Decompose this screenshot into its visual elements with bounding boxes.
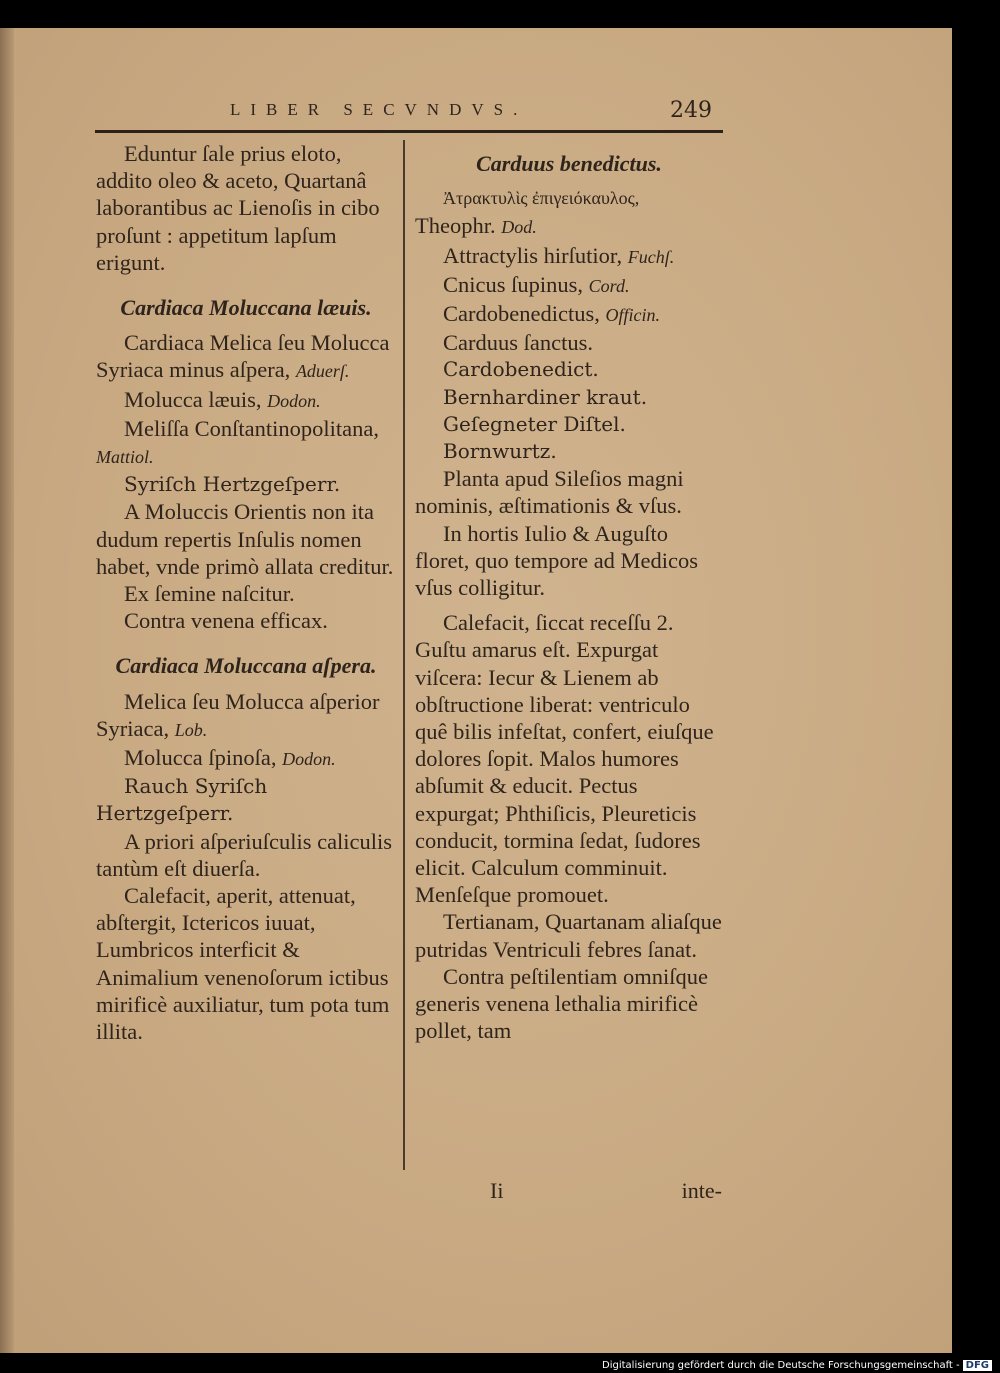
citation: Mattiol. xyxy=(96,447,154,468)
paragraph xyxy=(415,271,723,300)
paragraph-text: Rauch Syriſch Hertzgeſperr. xyxy=(96,774,268,826)
paragraph-text: A Moluccis Orientis non ita dudum repertis Inſulis nomen habet, vnde primò allata creditur. xyxy=(96,499,394,579)
paragraph-text: Cnicus ſupinus, xyxy=(443,271,584,297)
citation: Fuchſ. xyxy=(627,246,675,267)
paragraph-text: In hortis Iulio & Auguſto floret, quo tempore ad Medicos vſus colligitur. xyxy=(415,520,699,601)
paragraph xyxy=(96,498,396,580)
paragraph-text: Syriſch Hertzgeſperr. xyxy=(124,472,341,497)
paragraph xyxy=(415,438,723,465)
citation: Dodon. xyxy=(267,390,321,411)
paragraph xyxy=(96,415,396,471)
paragraph-text: Planta apud Sileſios magni nominis, æſtimationis & vſus. xyxy=(415,466,684,519)
paragraph-text: Carduus benedictus. xyxy=(476,151,662,176)
paragraph xyxy=(96,329,396,385)
running-title: LIBER SECVNDVS. xyxy=(230,100,528,119)
paragraph xyxy=(96,882,396,1045)
section-heading xyxy=(96,294,396,321)
paragraph-text: Eduntur ſale prius eloto, addito oleo & aceto, Quartanâ laborantibus ac Lienoſis in cibo proſunt : appetitum lapſum erigunt. xyxy=(96,141,380,275)
book-page xyxy=(0,28,952,1353)
paragraph-text: Molucca ſpinoſa, xyxy=(124,745,277,771)
paragraph xyxy=(96,773,396,827)
paragraph-gap xyxy=(96,634,396,642)
paragraph-text: Cardiaca Moluccana læuis. xyxy=(120,295,372,321)
paragraph-text: Carduus ſanctus. xyxy=(443,330,593,356)
paragraph xyxy=(415,609,723,908)
header-rule xyxy=(95,130,723,133)
section-heading xyxy=(96,652,396,679)
paragraph xyxy=(415,212,723,241)
left-column xyxy=(96,140,396,1045)
paragraph xyxy=(96,744,396,773)
citation: Dodon. xyxy=(282,749,336,770)
paragraph-text: Calefacit, aperit, attenuat, abſtergit, Ictericos iuuat, Lumbricos interficit & Animalium venenoſorum ictibus mirificè auxiliatur, tum pota tum illita. xyxy=(96,883,390,1045)
paragraph xyxy=(96,828,396,882)
citation: Lob. xyxy=(174,719,208,740)
paragraph-gap xyxy=(96,276,396,284)
footer-text: Digitalisierung gefördert durch die Deutsche Forschungsgemeinschaft - xyxy=(602,1360,960,1371)
paragraph-text: Geſegneter Diſtel. xyxy=(443,411,626,436)
paragraph-text: Cardiaca Moluccana aſpera. xyxy=(115,653,377,679)
paragraph-text: Calefacit, ſiccat receſſu 2. Guſtu amarus eſt. Expurgat viſcera: Iecur & Lienem ab obſtructione liberat: ventriculo quê bilis infeſtat, confert, eiuſque dolores ſopit. Malos humores abſumit & educit. Pectus expurgat; Phthiſicis, Pleureticis conducit, tormina ſedat, ſudores elicit. Calculum comminuit. Menſeſque promouet. xyxy=(415,610,714,908)
paragraph xyxy=(96,471,396,498)
digitization-footer xyxy=(602,1360,992,1371)
paragraph-text: Ex ſemine naſcitur. xyxy=(124,581,295,607)
paragraph-text: Attractylis hirſutior, xyxy=(443,242,623,268)
paragraph xyxy=(415,908,723,962)
paragraph xyxy=(415,963,723,1045)
paragraph xyxy=(96,140,396,276)
paragraph xyxy=(415,300,723,329)
paragraph xyxy=(415,411,723,438)
paragraph-text: Bornwurtz. xyxy=(443,439,557,464)
paragraph-text: A priori aſperiuſculis caliculis tantùm eſt diuerſa. xyxy=(96,828,393,881)
paragraph xyxy=(96,386,396,415)
citation: Cord. xyxy=(588,275,630,296)
catchword: inte- xyxy=(681,1178,722,1203)
page-edge xyxy=(0,28,14,1353)
paragraph-text: Theophr. xyxy=(415,213,496,239)
paragraph-text: Contra peſtilentiam omniſque generis venena lethalia mirificè pollet, tam xyxy=(415,963,708,1044)
right-column xyxy=(415,140,723,1045)
paragraph xyxy=(415,384,723,411)
paragraph-text: Melica ſeu Molucca aſperior Syriaca, xyxy=(96,688,380,741)
signature-mark: Ii xyxy=(490,1178,504,1203)
dfg-logo: DFG xyxy=(963,1360,992,1371)
paragraph-text: Tertianam, Quartanam aliaſque putridas Ventriculi febres ſanat. xyxy=(415,909,722,962)
paragraph-text: Contra venena efficax. xyxy=(124,608,328,634)
paragraph xyxy=(96,580,396,607)
paragraph xyxy=(415,356,723,383)
paragraph-text: Cardobenedict. xyxy=(443,357,599,382)
paragraph-text: Ἀτρακτυλὶς ἐπιγειόκαυλος, xyxy=(443,188,640,209)
paragraph-gap xyxy=(415,601,723,609)
paragraph-text: Cardobenedictus, xyxy=(443,301,600,327)
citation: Dod. xyxy=(501,217,537,238)
citation: Officin. xyxy=(605,305,660,326)
paragraph xyxy=(415,329,723,356)
paragraph-text: Bernhardiner kraut. xyxy=(443,384,648,409)
paragraph xyxy=(96,607,396,634)
paragraph xyxy=(415,242,723,271)
paragraph xyxy=(415,185,723,212)
paragraph xyxy=(415,520,723,602)
paragraph-text: Cardiaca Melica ſeu Molucca Syriaca minus aſpera, xyxy=(96,330,390,383)
paragraph xyxy=(415,465,723,519)
citation: Aduerſ. xyxy=(295,361,350,382)
column-divider xyxy=(403,140,405,1170)
paragraph xyxy=(96,688,396,744)
section-heading xyxy=(415,150,723,177)
page-number: 249 xyxy=(670,98,712,123)
paragraph-text: Meliſſa Conſtantinopolitana, xyxy=(124,415,379,441)
paragraph-text: Molucca læuis, xyxy=(124,386,262,412)
